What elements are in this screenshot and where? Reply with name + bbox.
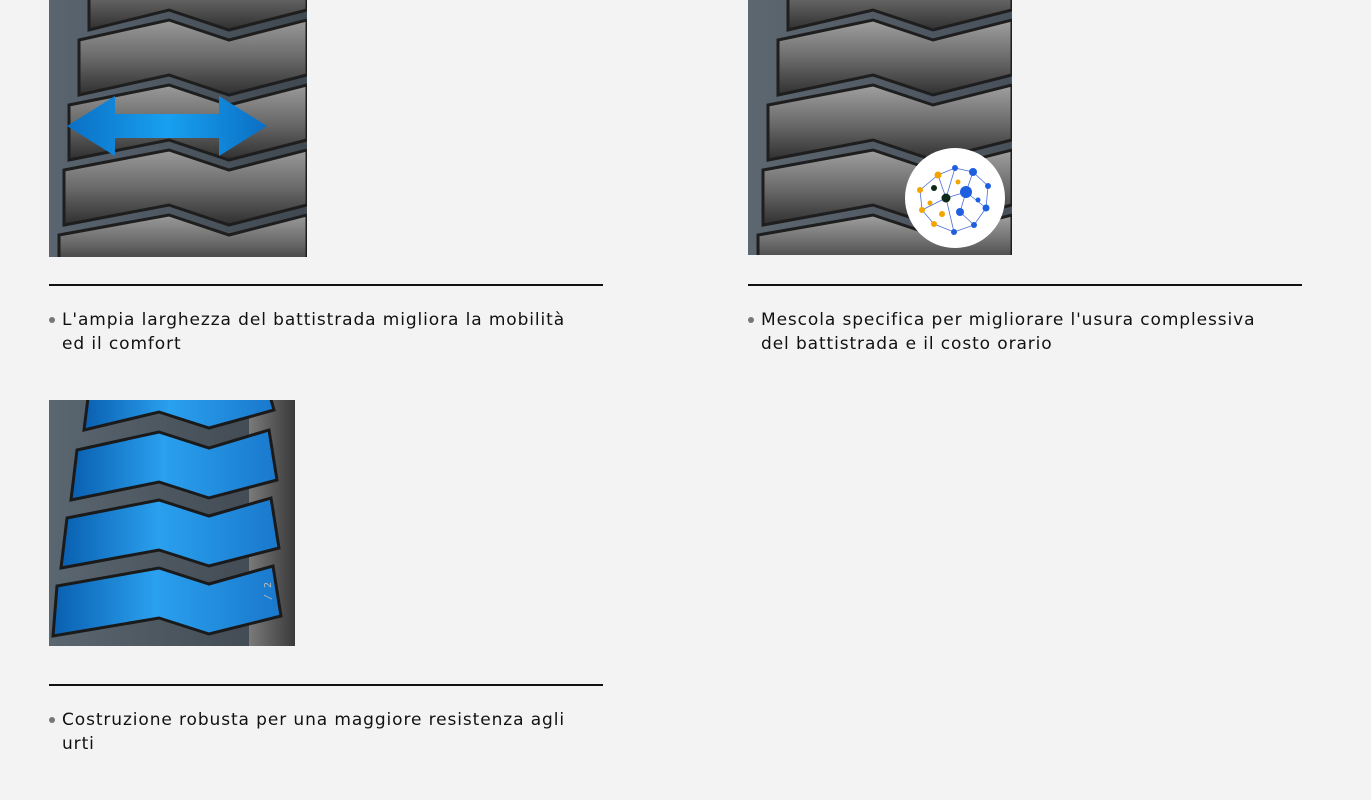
feature-text: Costruzione robusta per una maggiore resistenza agli urti: [62, 710, 565, 754]
feature-text: Mescola specifica per migliorare l'usura complessiva del battistrada e il costo orario: [761, 310, 1256, 354]
bullet-icon: [49, 317, 55, 323]
feature-item: [49, 708, 589, 756]
feature-divider: [49, 284, 603, 286]
compound-image: [748, 0, 1012, 255]
feature-item: [748, 308, 1288, 356]
bullet-icon: [748, 317, 754, 323]
feature-divider: [49, 684, 603, 686]
feature-card-tread-width: [49, 0, 603, 360]
feature-divider: [748, 284, 1302, 286]
feature-card-compound: [748, 0, 1302, 360]
molecule-network-icon: [905, 148, 1005, 248]
bullet-icon: [49, 717, 55, 723]
feature-text: L'ampia larghezza del battistrada migliora la mobilità ed il comfort: [62, 310, 566, 354]
svg-text:/ 2: / 2: [263, 581, 274, 600]
feature-item: [49, 308, 589, 356]
feature-card-robust-construction: [49, 400, 603, 754]
tread-width-image: [49, 0, 307, 257]
robust-construction-image: [49, 400, 295, 646]
